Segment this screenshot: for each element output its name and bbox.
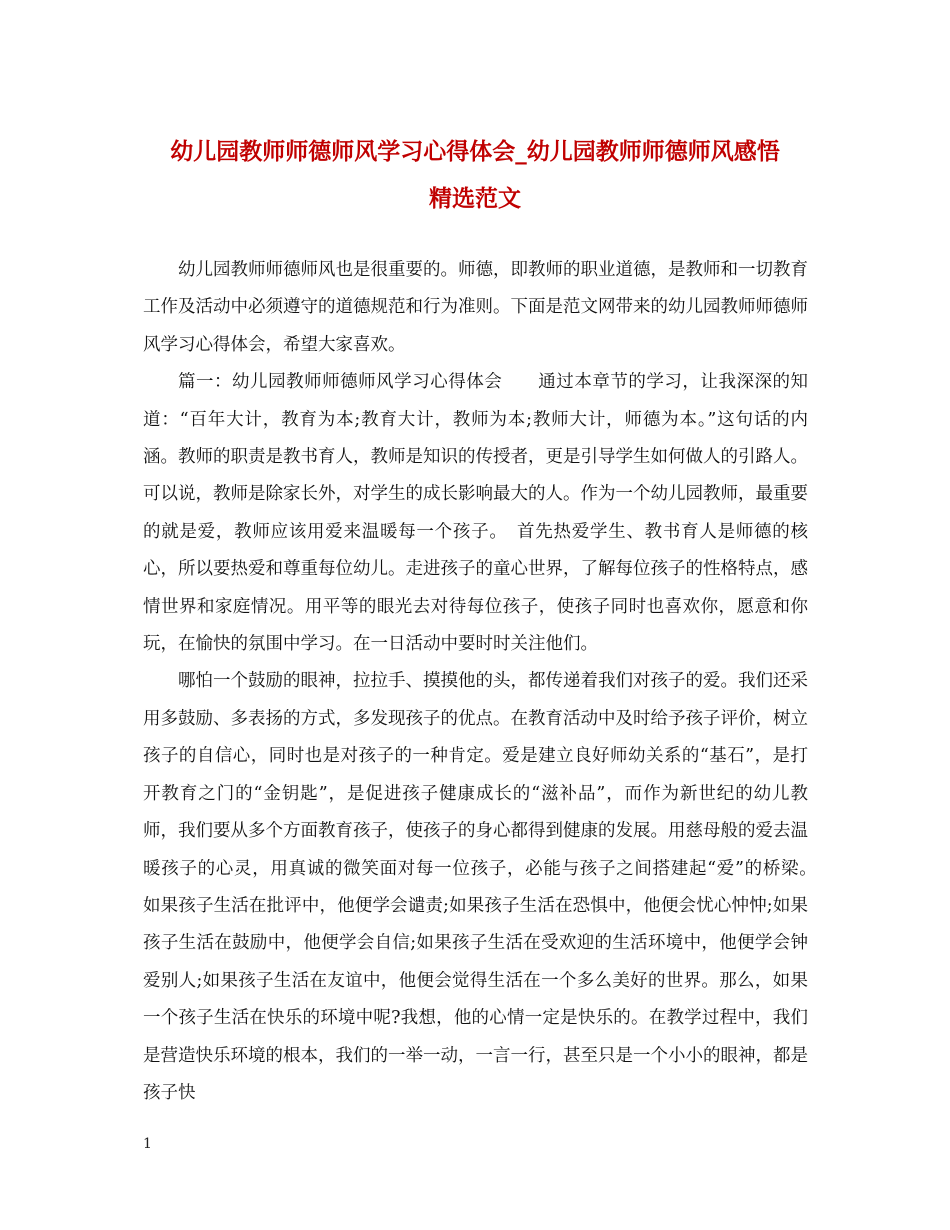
title-line-2: 精选范文	[429, 185, 521, 212]
paragraph-encouragement: 哪怕一个鼓励的眼神，拉拉手、摸摸他的头，都传递着我们对孩子的爱。我们还采用多鼓励、多表扬的方式，多发现孩子的优点。在教育活动中及时给予孩子评价，树立孩子的自信心，同时也是对孩子的一种肯定。爱是建立良好师幼关系的“基石”，是打开教育之门的“金钥匙”，是促进孩子健康成长的“滋补品”，而作为新世纪的幼儿教师，我们要从多个方面教育孩子，使孩子的身心都得到健康的发展。用慈母般的爱去温暖孩子的心灵，用真诚的微笑面对每一位孩子，必能与孩子之间搭建起“爱”的桥梁。 如果孩子生活在批评中，他便学会谴责;如果孩子生活在恐惧中，他便会忧心忡忡;如果孩子生活在鼓励中，他便学会自信;如果孩子生活在受欢迎的生活环境中，他便学会钟爱别人;如果孩子生活在友谊中，他便会觉得生活在一个多么美好的世界。那么，如果一个孩子生活在快乐的环境中呢?我想，他的心情一定是快乐的。在教学过程中，我们是营造快乐环境的根本，我们的一举一动，一言一行，甚至只是一个小小的眼神，都是孩子快	[143, 671, 826, 1103]
paragraph-intro: 幼儿园教师师德师风也是很重要的。师德，即教师的职业道德，是教师和一切教育工作及活动中必须遵守的道德规范和行为准则。下面是范文网带来的幼儿园教师师德师风学习心得体会，希望大家喜欢。	[143, 260, 808, 355]
document-body	[143, 252, 826, 1112]
document-title	[130, 128, 820, 222]
page-number: 1	[143, 1136, 152, 1152]
title-line-1: 幼儿园教师师德师风学习心得体会_幼儿园教师师德师风感悟	[170, 138, 780, 165]
paragraph-part-one: 篇一：幼儿园教师师德师风学习心得体会 通过本章节的学习，让我深深的知道：“百年大计，教育为本;教育大计，教师为本;教师大计，师德为本。”这句话的内涵。教师的职责是教书育人，教师是知识的传授者，更是引导学生如何做人的引路人。可以说，教师是除家长外，对学生的成长影响最大的人。作为一个幼儿园教师，最重要的就是爱，教师应该用爱来温暖每一个孩子。 首先热爱学生、教书育人是师德的核心，所以要热爱和尊重每位幼儿。走进孩子的童心世界，了解每位孩子的性格特点，感情世界和家庭情况。用平等的眼光去对待每位孩子，使孩子同时也喜欢你，愿意和你玩，在愉快的氛围中学习。在一日活动中要时时关注他们。	[143, 372, 808, 655]
